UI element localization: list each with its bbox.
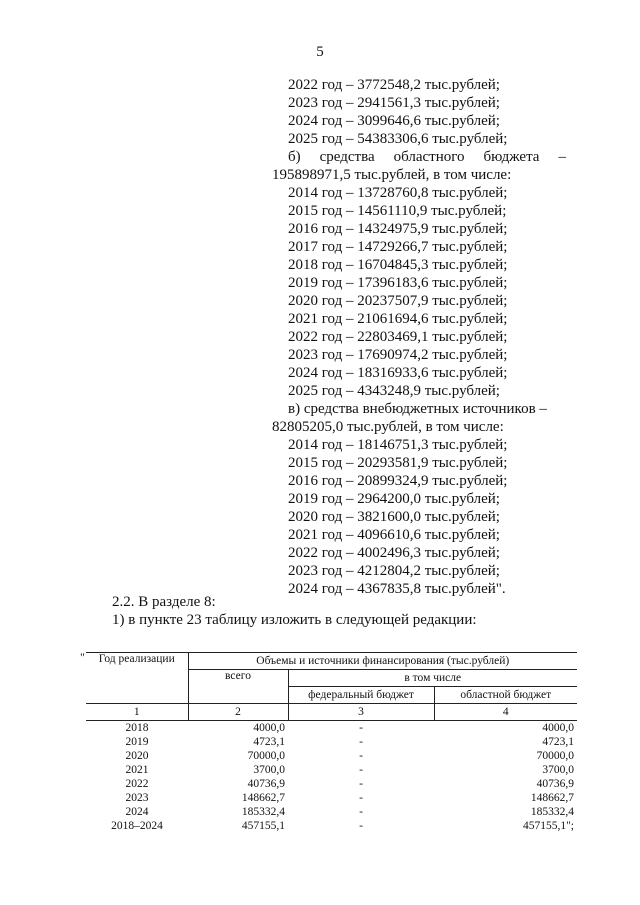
header-including: в том числе (288, 670, 577, 687)
table-row (86, 777, 577, 791)
text-line: 2022 год – 3772548,2 тыс.рублей; (288, 77, 500, 93)
cell-total: 40736,9 (247, 777, 285, 790)
text-line: 2024 год – 18316933,6 тыс.рублей; (288, 365, 508, 381)
cell-federal: - (359, 735, 363, 748)
text-line: 2023 год – 17690974,2 тыс.рублей; (288, 347, 508, 363)
cell-federal: - (359, 819, 363, 832)
text-line: 2016 год – 20899324,9 тыс.рублей; (288, 473, 508, 489)
cell-year: 2022 (125, 777, 149, 790)
cell-federal: - (359, 721, 363, 734)
header-sources: Объемы и источники финансирования (тыс.рублей) (188, 653, 577, 670)
financing-table (86, 652, 577, 833)
cell-year: 2019 (125, 735, 149, 748)
table-row (86, 721, 577, 736)
table-row (86, 791, 577, 805)
text-line: 2023 год – 2941561,3 тыс.рублей; (288, 95, 500, 111)
text-line: 2021 год – 21061694,6 тыс.рублей; (288, 311, 508, 327)
table-row (86, 819, 577, 833)
header-regional: областной бюджет (434, 687, 577, 704)
text-line: 2014 год – 13728760,8 тыс.рублей; (288, 185, 508, 201)
column-number: 2 (188, 704, 288, 721)
section-b-heading (288, 148, 566, 166)
header-year: Год реализации (86, 653, 188, 704)
cell-regional: 40736,9 (536, 777, 574, 790)
cell-total: 3700,0 (253, 763, 285, 776)
header-federal: федеральный бюджет (288, 687, 434, 704)
cell-total: 148662,7 (241, 791, 285, 804)
cell-year: 2018–2024 (111, 819, 163, 832)
text-line: 2015 год – 20293581,9 тыс.рублей; (288, 455, 508, 471)
section-b-word: средства (319, 149, 375, 165)
text-line: 2015 год – 14561110,9 тыс.рублей; (288, 203, 507, 219)
page-number: 5 (316, 44, 324, 60)
cell-federal: - (359, 763, 363, 776)
table-row (86, 749, 577, 763)
section-b-total: 195898971,5 тыс.рублей, в том числе: (272, 167, 512, 183)
cell-total: 70000,0 (247, 749, 285, 762)
cell-regional: 457155,1"; (522, 819, 574, 832)
section-c-total: 82805205,0 тыс.рублей, в том числе: (272, 419, 504, 435)
cell-year: 2018 (125, 721, 149, 734)
text-line: 2023 год – 4212804,2 тыс.рублей; (288, 563, 500, 579)
cell-federal: - (359, 777, 363, 790)
cell-federal: - (359, 749, 363, 762)
cell-federal: - (359, 791, 363, 804)
section-b-word: областного (393, 149, 465, 165)
section-c-heading (288, 400, 566, 418)
text-line: 2022 год – 22803469,1 тыс.рублей; (288, 329, 508, 345)
text-line: 2020 год – 20237507,9 тыс.рублей; (288, 293, 508, 309)
text-line: 2018 год – 16704845,3 тыс.рублей; (288, 257, 508, 273)
text-line: 2017 год – 14729266,7 тыс.рублей; (288, 239, 508, 255)
cell-regional: 185332,4 (530, 805, 574, 818)
item-text: 1) в пункте 23 таблицу изложить в следующей редакции: (112, 612, 477, 628)
text-line: 2025 год – 54383306,6 тыс.рублей; (288, 131, 508, 147)
cell-total: 457155,1 (241, 819, 285, 832)
cell-year: 2020 (125, 749, 149, 762)
text-line: 2024 год – 4367835,8 тыс.рублей". (288, 581, 506, 597)
section-b-dash: – (558, 149, 566, 165)
cell-total: 4000,0 (253, 721, 285, 734)
cell-regional: 148662,7 (530, 791, 574, 804)
text-line: 2014 год – 18146751,3 тыс.рублей; (288, 437, 508, 453)
text-line: 2019 год – 17396183,6 тыс.рублей; (288, 275, 508, 291)
open-quote: " (80, 650, 85, 664)
text-line: 2025 год – 4343248,9 тыс.рублей; (288, 383, 500, 399)
header-total: всего (188, 670, 288, 704)
section-c-text: средства внебюджетных источников – (303, 401, 547, 417)
cell-federal: - (359, 805, 363, 818)
cell-regional: 4000,0 (542, 721, 574, 734)
cell-regional: 3700,0 (542, 763, 574, 776)
text-line: 2022 год – 4002496,3 тыс.рублей; (288, 545, 500, 561)
section-b-word: бюджета (483, 149, 540, 165)
text-line: 2020 год – 3821600,0 тыс.рублей; (288, 509, 500, 525)
cell-regional: 4723,1 (542, 735, 574, 748)
section-b-label: б) (288, 149, 301, 165)
cell-total: 185332,4 (241, 805, 285, 818)
table-row (86, 735, 577, 749)
cell-year: 2024 (125, 805, 149, 818)
text-line: 2021 год – 4096610,6 тыс.рублей; (288, 527, 500, 543)
cell-year: 2023 (125, 791, 149, 804)
table-row (86, 805, 577, 819)
column-number: 4 (434, 704, 577, 721)
column-number: 3 (288, 704, 434, 721)
section-c-label: в) (288, 401, 301, 417)
cell-year: 2021 (125, 763, 149, 776)
text-line: 2016 год – 14324975,9 тыс.рублей; (288, 221, 508, 237)
section-heading: 2.2. В разделе 8: (112, 594, 216, 610)
column-number: 1 (86, 704, 188, 721)
cell-total: 4723,1 (253, 735, 285, 748)
text-line: 2019 год – 2964200,0 тыс.рублей; (288, 491, 500, 507)
cell-regional: 70000,0 (536, 749, 574, 762)
text-line: 2024 год – 3099646,6 тыс.рублей; (288, 113, 500, 129)
table-row (86, 763, 577, 777)
